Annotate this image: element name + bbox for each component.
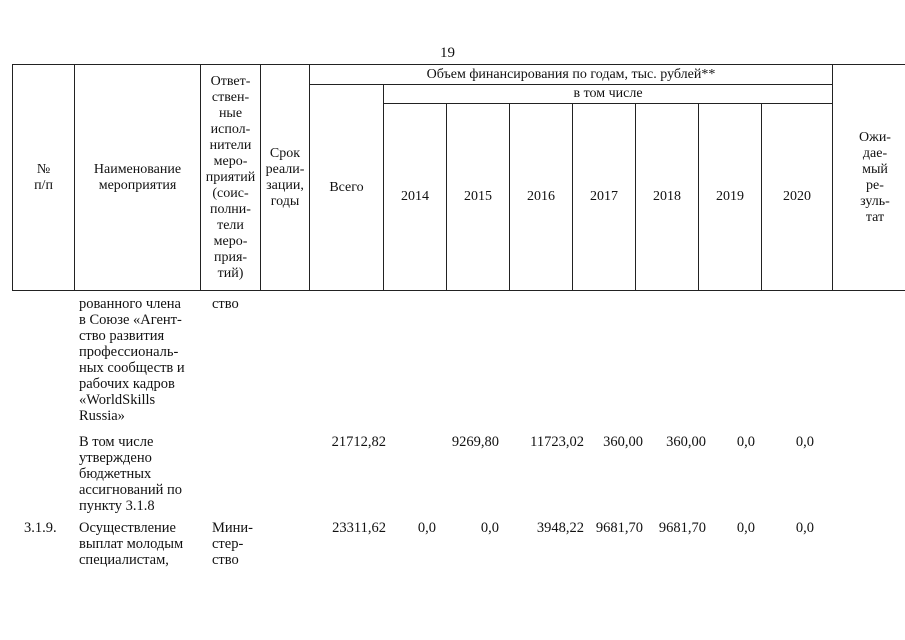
subrow-2017: 360,00: [603, 434, 643, 450]
header-year-2020: 2020: [762, 104, 833, 291]
header-year-2016: 2016: [510, 104, 573, 291]
row-319-2019: 0,0: [736, 520, 755, 536]
row-319-2018: 9681,70: [658, 520, 706, 536]
row-319-2014: 0,0: [417, 520, 436, 536]
header-financing-title: Объем финансирования по годам, тыс. рублей**: [310, 65, 833, 85]
row-319-2015: 0,0: [480, 520, 499, 536]
header-year-2014: 2014: [384, 104, 447, 291]
table-header: [12, 64, 905, 291]
row-319-name: Осуществление выплат молодым специалистам,: [79, 520, 184, 568]
continuation-responsible: ство: [212, 296, 239, 312]
subrow-2018: 360,00: [666, 434, 706, 450]
subrow-2019: 0,0: [736, 434, 755, 450]
subrow-name: В том числе утверждено бюджетных ассигнований по пункту 3.1.8: [79, 434, 183, 514]
continuation-name: рованного члена в Союзе «Агент- ство развития профессиональ- ных сообществ и рабочих кадров «WorldSkills Russia»: [79, 296, 185, 424]
header-including: в том числе: [384, 85, 833, 104]
row-319-responsible: Мини- стер- ство: [212, 520, 254, 568]
header-year-2015: 2015: [447, 104, 510, 291]
header-col-result: Ожи- дае- мый ре- зуль- тат: [833, 65, 905, 291]
row-319-number: 3.1.9.: [24, 520, 57, 536]
subrow-2015: 9269,80: [451, 434, 499, 450]
header-col-number: № п/п: [13, 65, 75, 291]
header-col-total: Всего: [310, 85, 384, 291]
row-319-2017: 9681,70: [595, 520, 643, 536]
row-319-2016: 3948,22: [536, 520, 584, 536]
row-319-total: 23311,62: [332, 520, 386, 536]
page-number: 19: [440, 45, 455, 61]
subrow-2020: 0,0: [795, 434, 814, 450]
row-319-2020: 0,0: [795, 520, 814, 536]
header-col-responsible: Ответ- ствен- ные испол- нители меро- приятий (соис- полни- тели меро- прия- тий): [201, 65, 261, 291]
header-col-name: Наименование мероприятия: [75, 65, 201, 291]
subrow-2016: 11723,02: [530, 434, 584, 450]
subrow-total: 21712,82: [331, 434, 386, 450]
header-col-term: Срок реали- зации, годы: [261, 65, 310, 291]
header-year-2017: 2017: [573, 104, 636, 291]
header-year-2018: 2018: [636, 104, 699, 291]
header-year-2019: 2019: [699, 104, 762, 291]
